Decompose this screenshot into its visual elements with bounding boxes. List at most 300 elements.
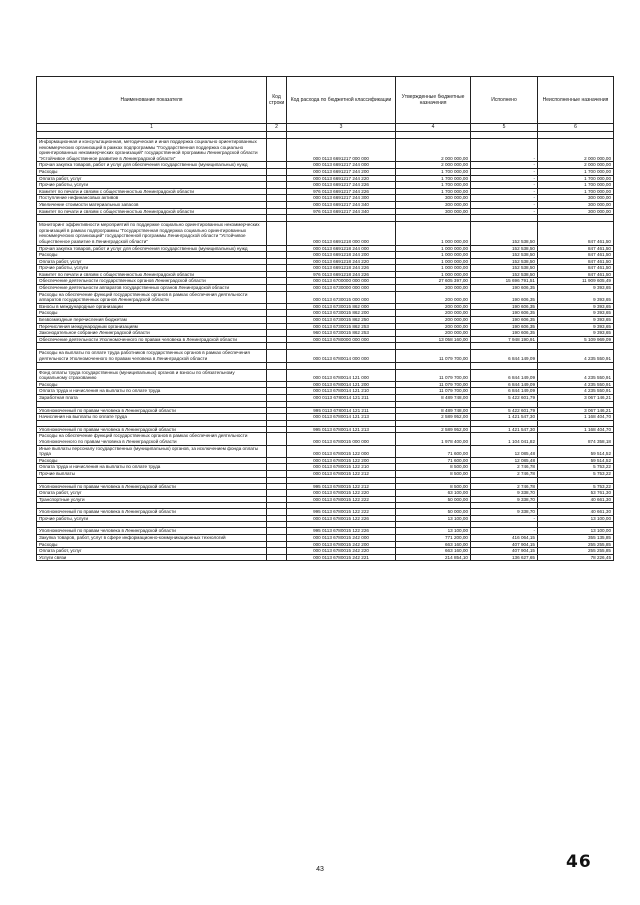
row-unexecuted-amount: 300 000,00 bbox=[538, 195, 614, 202]
row-line-code bbox=[267, 168, 287, 175]
row-unexecuted-amount: 4 235 550,91 bbox=[538, 381, 614, 388]
row-executed-amount: - bbox=[471, 188, 538, 195]
row-approved-amount: 663 160,00 bbox=[396, 541, 471, 548]
row-indicator-name: Услуги связи bbox=[37, 554, 267, 561]
table-row bbox=[37, 554, 614, 561]
row-unexecuted-amount: 4 235 550,91 bbox=[538, 350, 614, 362]
row-unexecuted-amount: 847 461,50 bbox=[538, 245, 614, 252]
row-unexecuted-amount: 5 753,22 bbox=[538, 464, 614, 471]
column-number: 5 bbox=[471, 124, 538, 132]
row-approved-amount: 11 079 700,00 bbox=[396, 381, 471, 388]
row-approved-amount: 2 589 952,00 bbox=[396, 426, 471, 433]
row-executed-amount: 9 338,70 bbox=[471, 496, 538, 503]
row-approved-amount: 8 500,00 bbox=[396, 470, 471, 477]
row-indicator-name: Закупка товаров, работ, услуг в сфере информационно-коммуникационных технологий bbox=[37, 535, 267, 542]
row-unexecuted-amount bbox=[538, 132, 614, 139]
row-approved-amount: 71 600,00 bbox=[396, 445, 471, 457]
row-approved-amount: 1 000 000,00 bbox=[396, 265, 471, 272]
row-executed-amount: 1 104 041,82 bbox=[471, 433, 538, 445]
table-row bbox=[37, 336, 614, 343]
row-indicator-name: Расходы bbox=[37, 168, 267, 175]
row-line-code bbox=[267, 528, 287, 535]
row-indicator-name: Прочие работы, услуги bbox=[37, 265, 267, 272]
table-body bbox=[37, 132, 614, 561]
row-classification-code: 000 0113 6730015 862 253 bbox=[287, 323, 396, 330]
row-line-code bbox=[267, 394, 287, 401]
row-executed-amount: 190 606,35 bbox=[471, 310, 538, 317]
row-unexecuted-amount: 355 135,85 bbox=[538, 535, 614, 542]
table-row bbox=[37, 291, 614, 303]
row-line-code bbox=[267, 271, 287, 278]
row-unexecuted-amount: 13 100,00 bbox=[538, 528, 614, 535]
row-line-code bbox=[267, 252, 287, 259]
column-number: 1 bbox=[37, 124, 267, 132]
header-unexecuted: Неисполненные назначения bbox=[538, 77, 614, 124]
row-classification-code: 000 0113 6691217 244 200 bbox=[287, 168, 396, 175]
row-indicator-name: Прочие выплаты bbox=[37, 470, 267, 477]
row-executed-amount: 190 606,35 bbox=[471, 317, 538, 324]
row-classification-code: 000 0113 6780015 122 212 bbox=[287, 470, 396, 477]
row-unexecuted-amount: 847 461,50 bbox=[538, 265, 614, 272]
table-row bbox=[37, 310, 614, 317]
row-indicator-name: Увеличение стоимости материальных запасов bbox=[37, 201, 267, 208]
row-executed-amount bbox=[471, 132, 538, 139]
table-row bbox=[37, 528, 614, 535]
row-approved-amount: 2 000 000,00 bbox=[396, 162, 471, 169]
row-indicator-name: Расходы bbox=[37, 541, 267, 548]
row-approved-amount: 11 079 700,00 bbox=[396, 369, 471, 381]
column-numbers-row bbox=[37, 124, 614, 132]
row-indicator-name: Безвозмездные перечисления бюджетам bbox=[37, 317, 267, 324]
table-row bbox=[37, 252, 614, 259]
row-unexecuted-amount: 59 514,52 bbox=[538, 457, 614, 464]
row-line-code bbox=[267, 496, 287, 503]
row-classification-code: 000 0113 6780014 121 210 bbox=[287, 388, 396, 395]
table-row bbox=[37, 407, 614, 414]
spacer-row bbox=[37, 343, 614, 350]
row-approved-amount: 300 000,00 bbox=[396, 201, 471, 208]
table-row bbox=[37, 182, 614, 189]
row-indicator-name: Расходы на выплаты по оплате труда работников государственных органов в рамках обеспечения деятельности Уполномоченного по правам человека в Ленинградской области bbox=[37, 350, 267, 362]
row-classification-code: 995 0113 6780015 122 212 bbox=[287, 483, 396, 490]
row-indicator-name: Расходы на обеспечение функций государственных органов в рамках обеспечения деятельности аппаратов государственных органов Ленинградской области bbox=[37, 291, 267, 303]
row-executed-amount: 2 746,78 bbox=[471, 483, 538, 490]
row-classification-code: 000 0113 6730015 862 200 bbox=[287, 310, 396, 317]
row-indicator-name: Комитет по печати и связям с общественностью Ленинградской области bbox=[37, 208, 267, 215]
row-unexecuted-amount: 300 000,00 bbox=[538, 201, 614, 208]
row-indicator-name: Уполномоченный по правам человека в Ленинградской области bbox=[37, 426, 267, 433]
header-budget-classification-code: Код расхода по бюджетной классификации bbox=[287, 77, 396, 124]
row-indicator-name: Расходы bbox=[37, 381, 267, 388]
row-classification-code: 976 0113 6691217 244 340 bbox=[287, 208, 396, 215]
row-executed-amount: 6 844 149,09 bbox=[471, 369, 538, 381]
row-line-code bbox=[267, 291, 287, 303]
row-classification-code bbox=[287, 362, 396, 369]
row-executed-amount: 152 538,50 bbox=[471, 222, 538, 245]
row-indicator-name: Мониторинг эффективности мероприятий по поддержке социально ориентированных некоммерческих организаций в рамках подпрограммы "Государственная поддержка социально ориентированных некоммерческих организаций" государственной программы Ленинградской области "Устойчивое общественное развитие в Ленинградской области" bbox=[37, 222, 267, 245]
row-approved-amount: 8 500,00 bbox=[396, 464, 471, 471]
row-approved-amount: 771 200,00 bbox=[396, 535, 471, 542]
table-row bbox=[37, 535, 614, 542]
row-approved-amount: 27 605 397,00 bbox=[396, 278, 471, 285]
row-executed-amount: 190 606,35 bbox=[471, 291, 538, 303]
row-unexecuted-amount: 9 393,65 bbox=[538, 310, 614, 317]
row-classification-code: 000 0113 6780014 121 211 bbox=[287, 394, 396, 401]
table-row bbox=[37, 168, 614, 175]
row-line-code bbox=[267, 201, 287, 208]
table-row bbox=[37, 350, 614, 362]
row-indicator-name: Уполномоченный по правам человека в Ленинградской области bbox=[37, 483, 267, 490]
row-executed-amount: 6 844 149,09 bbox=[471, 388, 538, 395]
row-approved-amount: 1 000 000,00 bbox=[396, 252, 471, 259]
row-indicator-name: Расходы на обеспечение функций государственных органов в рамках обеспечения деятельности Уполномоченного по правам человека в Ленинградской области bbox=[37, 433, 267, 445]
row-indicator-name: Оплата работ, услуг bbox=[37, 258, 267, 265]
row-indicator-name: Прочая закупка товаров, работ и услуг для обеспечения государственных (муниципальных) нужд bbox=[37, 162, 267, 169]
row-classification-code: 000 0113 6691218 244 220 bbox=[287, 258, 396, 265]
row-unexecuted-amount bbox=[538, 343, 614, 350]
row-executed-amount: - bbox=[471, 528, 538, 535]
row-unexecuted-amount: 1 700 000,00 bbox=[538, 182, 614, 189]
row-indicator-name bbox=[37, 362, 267, 369]
row-approved-amount bbox=[396, 343, 471, 350]
row-executed-amount: 407 904,15 bbox=[471, 548, 538, 555]
row-line-code bbox=[267, 554, 287, 561]
row-classification-code: 000 0113 6691217 000 000 bbox=[287, 139, 396, 162]
table-row bbox=[37, 496, 614, 503]
row-approved-amount: 8 500,00 bbox=[396, 483, 471, 490]
row-classification-code: 000 0113 6691218 000 000 bbox=[287, 222, 396, 245]
row-line-code bbox=[267, 336, 287, 343]
row-executed-amount: 190 606,35 bbox=[471, 285, 538, 292]
budget-report-sheet bbox=[36, 76, 613, 561]
row-unexecuted-amount: 9 393,65 bbox=[538, 285, 614, 292]
table-row bbox=[37, 139, 614, 162]
column-number: 2 bbox=[267, 124, 287, 132]
row-unexecuted-amount: 874 358,18 bbox=[538, 433, 614, 445]
row-line-code bbox=[267, 278, 287, 285]
row-classification-code: 000 0113 6780015 122 220 bbox=[287, 490, 396, 497]
row-executed-amount: 152 538,50 bbox=[471, 265, 538, 272]
row-classification-code: 995 0113 6780014 121 213 bbox=[287, 426, 396, 433]
table-row bbox=[37, 394, 614, 401]
row-unexecuted-amount: 11 909 605,49 bbox=[538, 278, 614, 285]
row-unexecuted-amount: 1 168 404,70 bbox=[538, 414, 614, 421]
row-line-code bbox=[267, 414, 287, 421]
row-indicator-name: Оплата труда и начисления на выплаты по оплате труда bbox=[37, 388, 267, 395]
row-approved-amount: 2 000 000,00 bbox=[396, 139, 471, 162]
row-executed-amount: 1 421 547,30 bbox=[471, 414, 538, 421]
table-row bbox=[37, 175, 614, 182]
row-approved-amount bbox=[396, 215, 471, 222]
row-classification-code: 000 0113 6691217 244 340 bbox=[287, 201, 396, 208]
row-indicator-name: Оплата работ, услуг bbox=[37, 175, 267, 182]
row-unexecuted-amount: 1 168 404,70 bbox=[538, 426, 614, 433]
row-approved-amount: 1 978 400,00 bbox=[396, 433, 471, 445]
row-executed-amount: 136 627,65 bbox=[471, 554, 538, 561]
row-classification-code: 000 0113 6780015 242 200 bbox=[287, 541, 396, 548]
row-classification-code: 995 0113 6780014 121 211 bbox=[287, 407, 396, 414]
table-row bbox=[37, 426, 614, 433]
row-classification-code: 000 0113 6691217 244 000 bbox=[287, 162, 396, 169]
row-classification-code: 000 0113 6691217 244 300 bbox=[287, 195, 396, 202]
row-approved-amount: 200 000,00 bbox=[396, 303, 471, 310]
row-approved-amount: 11 079 700,00 bbox=[396, 388, 471, 395]
row-executed-amount: 190 606,35 bbox=[471, 323, 538, 330]
row-unexecuted-amount: 847 461,50 bbox=[538, 252, 614, 259]
row-executed-amount: 5 422 601,79 bbox=[471, 394, 538, 401]
row-executed-amount: 416 064,15 bbox=[471, 535, 538, 542]
row-line-code bbox=[267, 470, 287, 477]
row-executed-amount: 12 085,48 bbox=[471, 457, 538, 464]
table-row bbox=[37, 509, 614, 516]
row-indicator-name: Законодательное собрание Ленинградской области bbox=[37, 330, 267, 337]
row-executed-amount: 2 746,78 bbox=[471, 470, 538, 477]
row-executed-amount: 7 948 190,91 bbox=[471, 336, 538, 343]
row-unexecuted-amount: 40 661,30 bbox=[538, 509, 614, 516]
row-approved-amount: 71 600,00 bbox=[396, 457, 471, 464]
budget-execution-table bbox=[36, 76, 614, 561]
row-line-code bbox=[267, 350, 287, 362]
row-executed-amount: 152 538,50 bbox=[471, 252, 538, 259]
row-executed-amount: 5 422 601,79 bbox=[471, 407, 538, 414]
row-classification-code: 000 0113 6780015 242 221 bbox=[287, 554, 396, 561]
row-classification-code: 000 0113 6730015 000 000 bbox=[287, 291, 396, 303]
row-approved-amount bbox=[396, 362, 471, 369]
row-executed-amount: 407 904,15 bbox=[471, 541, 538, 548]
row-executed-amount: - bbox=[471, 175, 538, 182]
row-line-code bbox=[267, 548, 287, 555]
row-unexecuted-amount: 847 461,50 bbox=[538, 271, 614, 278]
row-classification-code: 000 0113 6780015 122 210 bbox=[287, 464, 396, 471]
row-classification-code: 000 0113 6730000 000 000 bbox=[287, 285, 396, 292]
row-executed-amount: - bbox=[471, 162, 538, 169]
row-indicator-name: Обеспечение деятельности Уполномоченного по правам человека в Ленинградской области bbox=[37, 336, 267, 343]
row-indicator-name: Комитет по печати и связям с общественностью Ленинградской области bbox=[37, 271, 267, 278]
row-line-code bbox=[267, 303, 287, 310]
row-classification-code: 000 0113 6780015 122 200 bbox=[287, 457, 396, 464]
row-indicator-name: Оплата работ, услуг bbox=[37, 548, 267, 555]
row-line-code bbox=[267, 245, 287, 252]
row-classification-code: 000 0113 6780015 122 000 bbox=[287, 445, 396, 457]
header-line-code: Код строки bbox=[267, 77, 287, 124]
row-line-code bbox=[267, 541, 287, 548]
row-classification-code bbox=[287, 343, 396, 350]
row-approved-amount: 200 000,00 bbox=[396, 323, 471, 330]
header-approved-appropriations: Утвержденные бюджетные назначения bbox=[396, 77, 471, 124]
table-row bbox=[37, 303, 614, 310]
row-line-code bbox=[267, 457, 287, 464]
row-approved-amount: 300 000,00 bbox=[396, 208, 471, 215]
table-row bbox=[37, 548, 614, 555]
row-unexecuted-amount: 9 393,65 bbox=[538, 330, 614, 337]
row-line-code bbox=[267, 535, 287, 542]
row-classification-code bbox=[287, 132, 396, 139]
table-row bbox=[37, 483, 614, 490]
row-classification-code: 000 0113 6691218 244 226 bbox=[287, 265, 396, 272]
row-executed-amount: 190 606,35 bbox=[471, 303, 538, 310]
row-executed-amount: 15 696 791,51 bbox=[471, 278, 538, 285]
row-approved-amount: 8 489 748,00 bbox=[396, 394, 471, 401]
row-indicator-name: Уполномоченный по правам человека в Ленинградской области bbox=[37, 407, 267, 414]
table-row bbox=[37, 162, 614, 169]
table-row bbox=[37, 222, 614, 245]
table-row bbox=[37, 414, 614, 421]
spacer-row bbox=[37, 132, 614, 139]
row-indicator-name: Начисления на выплаты по оплате труда bbox=[37, 414, 267, 421]
row-line-code bbox=[267, 258, 287, 265]
table-row bbox=[37, 381, 614, 388]
row-approved-amount: 2 589 952,00 bbox=[396, 414, 471, 421]
row-executed-amount: - bbox=[471, 168, 538, 175]
row-approved-amount: 1 700 000,00 bbox=[396, 182, 471, 189]
row-executed-amount: 9 338,70 bbox=[471, 509, 538, 516]
column-number: 3 bbox=[287, 124, 396, 132]
row-line-code bbox=[267, 445, 287, 457]
row-approved-amount: 200 000,00 bbox=[396, 285, 471, 292]
row-line-code bbox=[267, 317, 287, 324]
row-indicator-name: Заработная плата bbox=[37, 394, 267, 401]
row-unexecuted-amount: 53 761,30 bbox=[538, 490, 614, 497]
row-executed-amount: 2 746,78 bbox=[471, 464, 538, 471]
table-row bbox=[37, 490, 614, 497]
row-unexecuted-amount: 300 000,00 bbox=[538, 208, 614, 215]
row-executed-amount: 152 538,50 bbox=[471, 258, 538, 265]
row-approved-amount bbox=[396, 132, 471, 139]
row-indicator-name: Фонд оплаты труда государственных (муниципальных) органов и взносы по обязательному социальному страхованию bbox=[37, 369, 267, 381]
table-row bbox=[37, 541, 614, 548]
row-approved-amount: 1 700 000,00 bbox=[396, 168, 471, 175]
row-executed-amount: - bbox=[471, 182, 538, 189]
row-classification-code: 000 0113 6730015 862 250 bbox=[287, 317, 396, 324]
row-indicator-name: Расходы bbox=[37, 457, 267, 464]
row-unexecuted-amount: 255 255,85 bbox=[538, 541, 614, 548]
table-row bbox=[37, 208, 614, 215]
row-approved-amount: 1 000 000,00 bbox=[396, 271, 471, 278]
row-line-code bbox=[267, 490, 287, 497]
row-classification-code: 000 0113 6780015 242 000 bbox=[287, 535, 396, 542]
row-line-code bbox=[267, 362, 287, 369]
row-classification-code: 000 0113 6780014 121 000 bbox=[287, 369, 396, 381]
row-line-code bbox=[267, 132, 287, 139]
row-line-code bbox=[267, 515, 287, 522]
row-indicator-name: Прочие работы, услуги bbox=[37, 182, 267, 189]
row-classification-code: 000 0113 6780015 000 000 bbox=[287, 433, 396, 445]
row-indicator-name: Информационная и консультационная, методическая и иная поддержка социально ориентированных некоммерческих организаций в рамках подпрограммы "Государственная поддержка социально ориентированных некоммерческих организаций" государственной программы Ленинградской области "Устойчивое общественное развитие в Ленинградской области" bbox=[37, 139, 267, 162]
row-line-code bbox=[267, 188, 287, 195]
row-indicator-name: Оплата работ, услуг bbox=[37, 490, 267, 497]
spacer-row bbox=[37, 215, 614, 222]
row-executed-amount: - bbox=[471, 515, 538, 522]
table-row bbox=[37, 445, 614, 457]
row-classification-code: 000 0113 6780015 242 220 bbox=[287, 548, 396, 555]
row-classification-code: 976 0113 6691217 244 226 bbox=[287, 188, 396, 195]
table-row bbox=[37, 515, 614, 522]
row-approved-amount: 200 000,00 bbox=[396, 330, 471, 337]
row-executed-amount: 152 538,50 bbox=[471, 271, 538, 278]
row-classification-code: 000 0113 6691217 244 220 bbox=[287, 175, 396, 182]
row-unexecuted-amount: 5 753,22 bbox=[538, 483, 614, 490]
table-row bbox=[37, 457, 614, 464]
row-indicator-name: Оплата труда и начисления на выплаты по оплате труда bbox=[37, 464, 267, 471]
row-indicator-name: Поступление нефинансовых активов bbox=[37, 195, 267, 202]
row-unexecuted-amount: 1 700 000,00 bbox=[538, 188, 614, 195]
row-indicator-name: Транспортные услуги bbox=[37, 496, 267, 503]
row-executed-amount: - bbox=[471, 139, 538, 162]
row-unexecuted-amount: 59 514,52 bbox=[538, 445, 614, 457]
row-classification-code: 995 0113 6780015 122 222 bbox=[287, 509, 396, 516]
table-row bbox=[37, 330, 614, 337]
row-indicator-name: Обеспечение деятельности аппаратов государственных органов Ленинградской области bbox=[37, 285, 267, 292]
row-classification-code: 000 0113 6691217 244 226 bbox=[287, 182, 396, 189]
row-approved-amount: 13 058 160,00 bbox=[396, 336, 471, 343]
row-unexecuted-amount: 1 700 000,00 bbox=[538, 175, 614, 182]
row-line-code bbox=[267, 483, 287, 490]
row-executed-amount: 12 085,48 bbox=[471, 445, 538, 457]
row-unexecuted-amount: 9 393,65 bbox=[538, 323, 614, 330]
row-line-code bbox=[267, 195, 287, 202]
row-indicator-name: Комитет по печати и связям с общественностью Ленинградской области bbox=[37, 188, 267, 195]
row-line-code bbox=[267, 381, 287, 388]
row-line-code bbox=[267, 162, 287, 169]
row-unexecuted-amount: 3 067 146,21 bbox=[538, 407, 614, 414]
row-indicator-name: Взносы в международные организации bbox=[37, 303, 267, 310]
spacer-row bbox=[37, 362, 614, 369]
row-unexecuted-amount: 2 000 000,00 bbox=[538, 162, 614, 169]
table-row bbox=[37, 265, 614, 272]
row-classification-code: 000 0113 6780014 121 213 bbox=[287, 414, 396, 421]
row-approved-amount: 8 489 748,00 bbox=[396, 407, 471, 414]
row-line-code bbox=[267, 426, 287, 433]
row-line-code bbox=[267, 175, 287, 182]
row-executed-amount bbox=[471, 215, 538, 222]
table-row bbox=[37, 195, 614, 202]
row-unexecuted-amount: 2 000 000,00 bbox=[538, 139, 614, 162]
row-unexecuted-amount: 4 235 550,91 bbox=[538, 369, 614, 381]
row-unexecuted-amount: 847 461,50 bbox=[538, 258, 614, 265]
row-executed-amount: 190 606,35 bbox=[471, 330, 538, 337]
table-row bbox=[37, 201, 614, 208]
table-row bbox=[37, 369, 614, 381]
row-line-code bbox=[267, 215, 287, 222]
row-line-code bbox=[267, 464, 287, 471]
row-unexecuted-amount bbox=[538, 215, 614, 222]
table-header-row bbox=[37, 77, 614, 124]
row-line-code bbox=[267, 433, 287, 445]
row-approved-amount: 11 079 700,00 bbox=[396, 350, 471, 362]
row-line-code bbox=[267, 285, 287, 292]
row-approved-amount: 1 700 000,00 bbox=[396, 175, 471, 182]
table-row bbox=[37, 388, 614, 395]
row-approved-amount: 1 700 000,00 bbox=[396, 188, 471, 195]
row-line-code bbox=[267, 265, 287, 272]
row-executed-amount: 9 338,70 bbox=[471, 490, 538, 497]
page-number: 43 bbox=[316, 866, 324, 873]
row-classification-code: 000 0113 6780014 121 200 bbox=[287, 381, 396, 388]
row-indicator-name: Иные выплаты персоналу государственных (муниципальных) органов, за исключением фонда оплаты труда bbox=[37, 445, 267, 457]
row-indicator-name: Расходы bbox=[37, 310, 267, 317]
table-row bbox=[37, 323, 614, 330]
row-classification-code: 000 0113 6700000 000 000 bbox=[287, 278, 396, 285]
row-line-code bbox=[267, 407, 287, 414]
row-indicator-name: Прочая закупка товаров, работ и услуг для обеспечения государственных (муниципальных) нужд bbox=[37, 245, 267, 252]
row-classification-code: 000 0113 6691218 244 200 bbox=[287, 252, 396, 259]
row-line-code bbox=[267, 208, 287, 215]
row-line-code bbox=[267, 388, 287, 395]
row-executed-amount: 6 844 149,09 bbox=[471, 350, 538, 362]
row-classification-code: 000 0113 6780000 000 000 bbox=[287, 336, 396, 343]
row-executed-amount: 1 421 547,30 bbox=[471, 426, 538, 433]
column-number: 6 bbox=[538, 124, 614, 132]
